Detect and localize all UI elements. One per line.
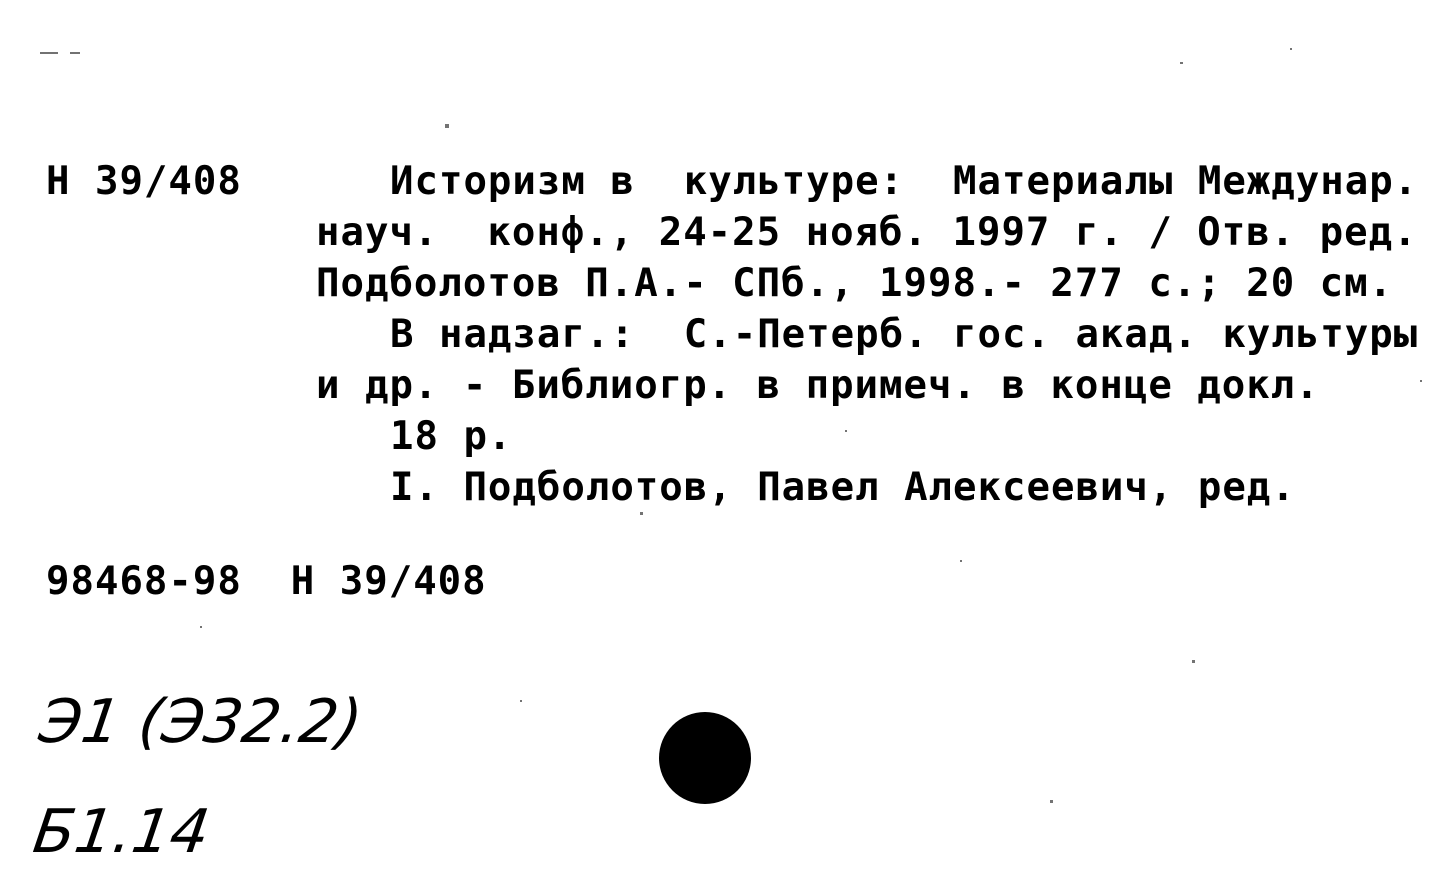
price-line: 18 р.	[390, 414, 513, 459]
shelfmark: Н 39/408	[46, 159, 242, 204]
publication-line: Подболотов П.А.- СПб., 1998.- 277 с.; 20 см.	[316, 261, 1394, 306]
card-punch-hole	[659, 712, 751, 804]
added-entry-line: I. Подболотов, Павел Алексеевич, ред.	[390, 465, 1296, 510]
note-line-1: В надзаг.: С.-Петерб. гос. акад. культуры	[390, 312, 1419, 357]
title-line-1: Историзм в культуре: Материалы Междунар.	[390, 159, 1419, 204]
handwritten-index: Б1.14	[29, 797, 214, 867]
title-line-2: науч. конф., 24-25 нояб. 1997 г. / Отв. ред.	[316, 210, 1418, 255]
note-line-2: и др. - Библиогр. в примеч. в конце докл.	[316, 363, 1320, 408]
handwritten-classification: Э1 (Э32.2)	[35, 687, 367, 757]
accession-number: 98468-98 Н 39/408	[46, 559, 487, 604]
